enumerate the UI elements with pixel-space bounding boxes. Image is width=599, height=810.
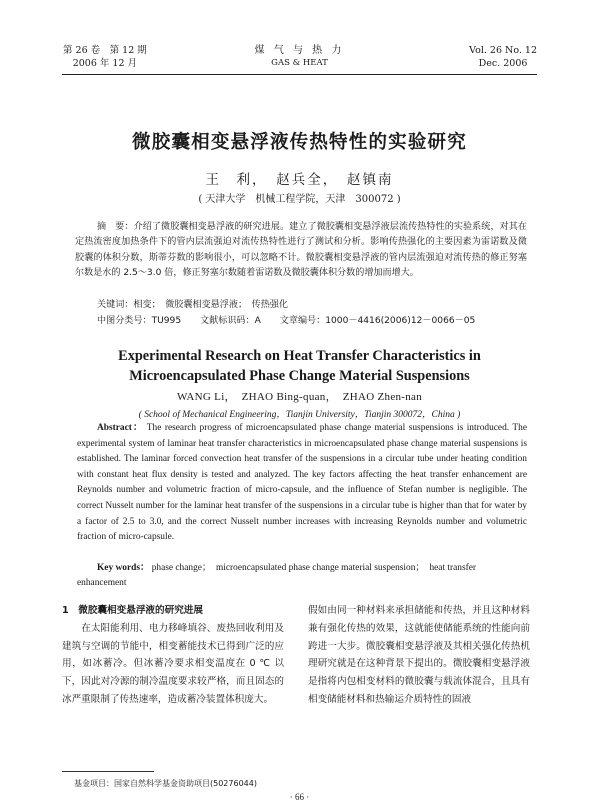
header-volume-cn: 第 26 卷 第 12 期 2006 年 12 月 xyxy=(63,45,147,69)
affiliation-cn: ( 天津大学 机械工程学院，天津 300072 ) xyxy=(198,194,401,205)
keywords-label-en: Key words： xyxy=(97,563,150,573)
document-code: 文献标识码：A xyxy=(200,316,261,326)
article-number: 文章编号：1000－4416(2006)12－0066－05 xyxy=(279,316,476,326)
affiliation-en: ( School of Mechanical Engineering，Tianjin University，Tianjin 300072，China ) xyxy=(138,410,461,420)
abstract-label-cn: 摘 要： xyxy=(97,222,134,232)
abstract-en xyxy=(77,421,527,546)
journal-name-en: GAS & HEAT xyxy=(271,58,328,68)
page-number: · 66 · xyxy=(289,792,310,802)
authors-cn: 王 利， 赵兵全， 赵镇南 xyxy=(205,172,394,188)
paper-title-cn: 微胶囊相变悬浮液传热特性的实验研究 xyxy=(132,132,467,153)
funding-footnote: 基金项目：国家自然科学基金资助项目(50276044) xyxy=(74,779,257,788)
classification-line xyxy=(97,314,527,329)
body-column-left xyxy=(62,602,284,709)
header-volume-en: Vol. 26 No. 12 Dec. 2006 xyxy=(469,45,537,69)
authors-en: WANG Li， ZHAO Bing-quan， ZHAO Zhen-nan xyxy=(176,391,423,403)
body-column-right xyxy=(308,602,530,709)
clc-number: 中图分类号：TU995 xyxy=(97,316,182,326)
keywords-text-cn: 相变； 微胶囊相变悬浮液； 传热强化 xyxy=(133,300,288,310)
keywords-cn xyxy=(97,298,527,313)
abstract-label-en: Abstract： xyxy=(97,423,144,433)
body-paragraph: 微胶囊相变悬浮液是指将内包相变材料的微胶囊与载流体混合，且具有相变储能材料和热输运介质特性的固液 xyxy=(308,658,531,705)
journal-name-cn: 煤 气 与 热 力 xyxy=(254,45,345,56)
footnote-rule xyxy=(62,771,154,772)
keywords-label-cn: 关键词： xyxy=(97,300,134,310)
keywords-en xyxy=(77,561,527,592)
abstract-cn xyxy=(75,220,527,281)
abstract-text-cn: 介绍了微胶囊相变悬浮液的研究进展。建立了微胶囊相变悬浮液层流传热特性的实验系统，对其在定热流密度加热条件下的管内层流强迫对流传热特性进行了测试和分析。影响传热强化的主要因素为雷诺数及微胶囊的体积分数，斯蒂芬数的影响很小，可以忽略不计。微胶囊相变悬浮液的管内层流强迫对流传热的修正努塞尔数是水的 2.5～3.0 倍，修正努塞尔数随着雷诺数及微胶囊体积分数的增加而增大。 xyxy=(75,222,527,278)
section-heading: 1 微胶囊相变悬浮液的研究进展 xyxy=(62,605,203,616)
paper-title-en: Experimental Research on Heat Transfer Characteristics in Microencapsulated Phase Change Material Suspensions xyxy=(118,348,481,384)
header-rule xyxy=(62,74,537,75)
body-paragraph: 在太阳能利用、电力移峰填谷、废热回收利用及建筑与空调的节能中，相变蓄能技术已得到广泛的应用，如冰蓄冷。但冰蓄冷要求相变温度在 0 ℃ 以下，因此对冷源的制冷温度要求较严格，而且固态的冰严重限制了传热速率，造成蓄冷装置体积庞大。 xyxy=(62,622,284,705)
abstract-text-en: The research progress of microencapsulated phase change material suspensions is introduced. The experimental system of laminar heat transfer characteristics in microencapsulated phase change material suspensions is established. The laminar forced convection heat transfer of the suspensions in a circular tube under heating condition with constant heat flux density is tested and analyzed. The key factors affecting the heat transfer enhancement are Reynolds number and volumetric fraction of micro-capsule, and the influence of Stefan number is negligible. The correct Nusselt number for the laminar heat transfer of the suspensions in a circular tube is higher than that for water by a factor of 2.5 to 3.0, and the correct Nusselt number increases with increasing Reynolds number and volumetric fraction of micro-capsule. xyxy=(77,423,527,543)
keywords-text-en: phase change； microencapsulated phase change material suspension； heat transfer enhancement xyxy=(77,563,477,589)
body-paragraph: 假如由同一种材料来承担储能和传热，并且这种材料兼有强化传热的效果，这就能使储能系统的性能向前跨进一大步。微胶囊相变悬浮液及其相关强化传热机理研究就是在这种背景下提出的。 xyxy=(308,605,530,670)
